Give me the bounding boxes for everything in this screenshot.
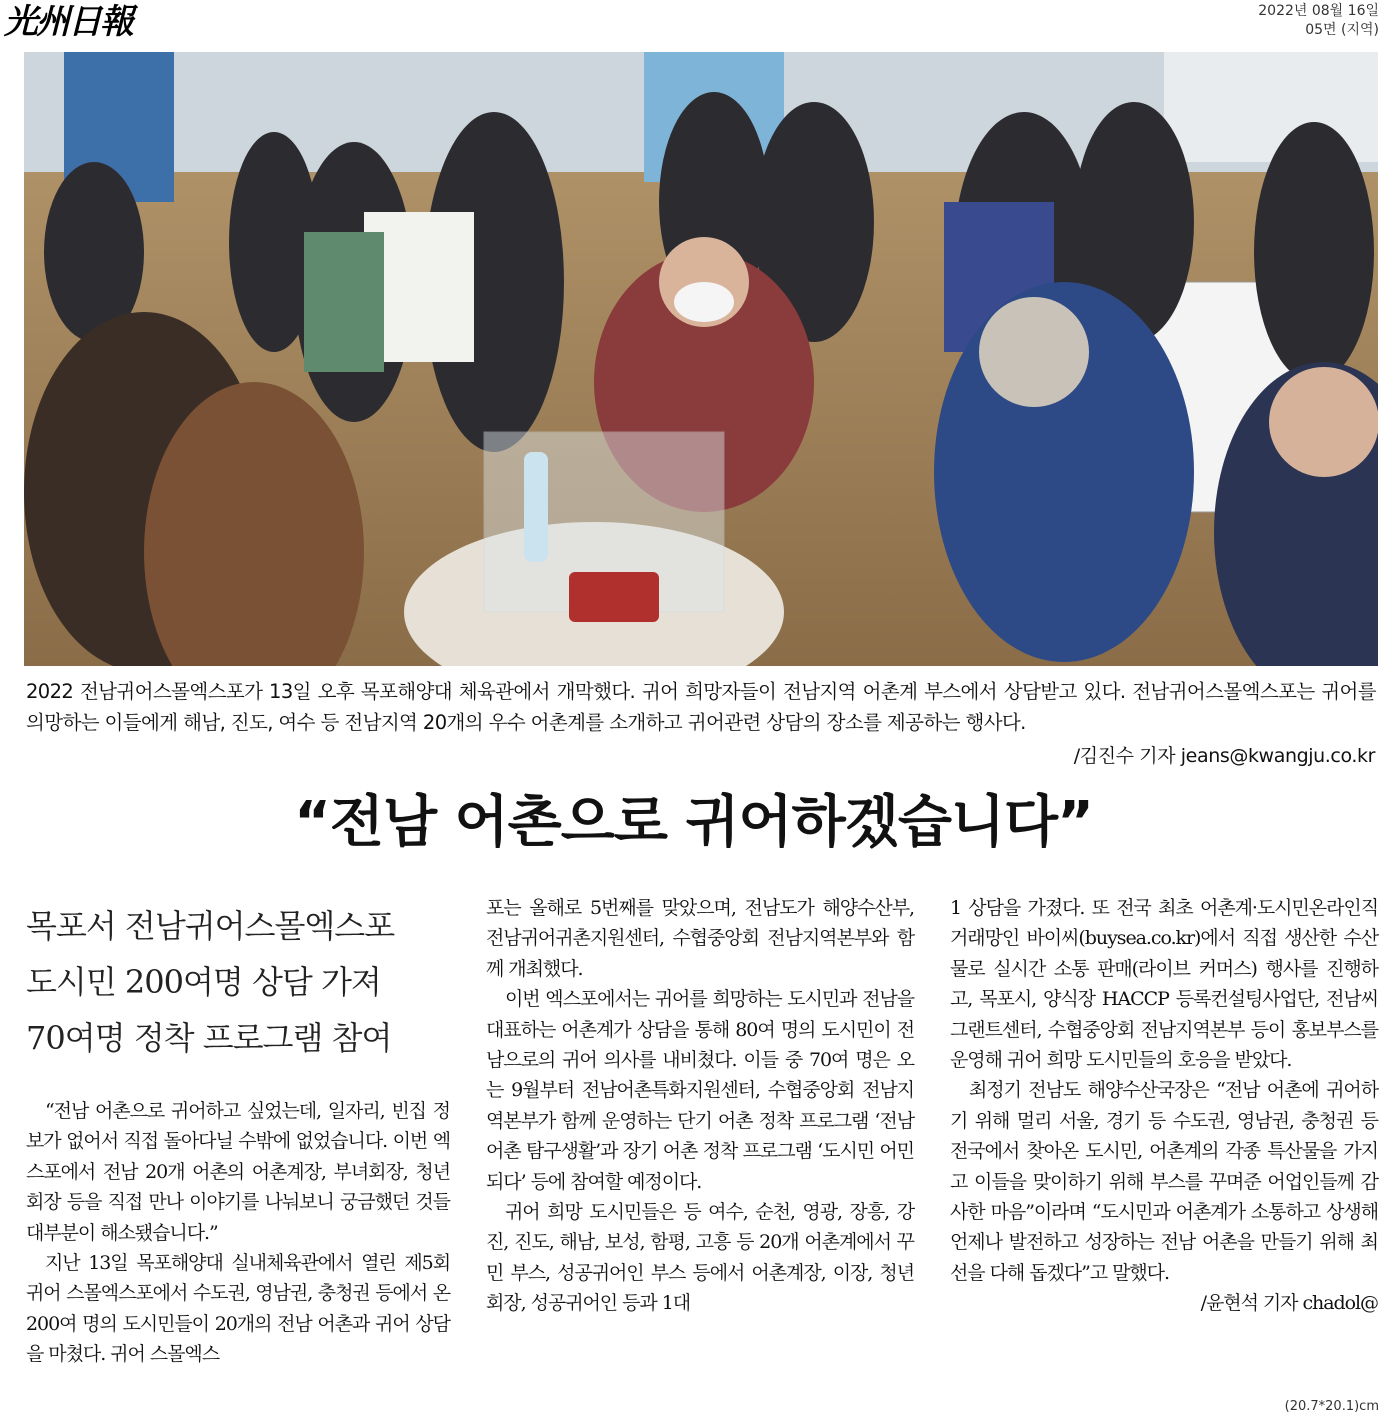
article-column-2	[486, 893, 914, 1319]
body-paragraph: 귀어 희망 도시민들은 등 여수, 순천, 영광, 장흥, 강진, 진도, 해남, 보성, 함평, 고흥 등 20개 어촌계에서 꾸민 부스, 성공귀어인 부스 등에서 어촌계장, 이장, 청년회장, 성공귀어인 등과 1대	[486, 1201, 914, 1315]
expo-consultation-photo	[24, 52, 1378, 666]
issue-page: 05면 (지역)	[1305, 22, 1379, 38]
photo-caption: 2022 전남귀어스몰엑스포가 13일 오후 목포해양대 체육관에서 개막했다. 귀어 희망자들이 전남지역 어촌계 부스에서 상담받고 있다. 전남귀어스몰엑스포는 귀어를 의망하는 이들에게 해남, 진도, 여수 등 전남지역 20개의 우수 어촌계를 소개하고 귀어관련 상담의 장소를 제공하는 행사다.	[26, 680, 1376, 734]
body-paragraph: 최정기 전남도 해양수산국장은 “전남 어촌에 귀어하기 위해 멀리 서울, 경기 등 수도권, 영남권, 충청권 등 전국에서 찾아온 도시민, 어촌계의 각종 특산물을 가지고 이들을 맞이하기 위해 부스를 꾸며준 어업인들께 감사한 마음”이라며 “도시민과 어촌계가 소통하고 상생해 언제나 발전하고 성장하는 전남 어촌을 만들기 위해 최선을 다해 돕겠다”고 말했다.	[950, 1079, 1378, 1284]
body-paragraph: “전남 어촌으로 귀어하고 싶었는데, 일자리, 빈집 정보가 없어서 직접 돌아다닐 수밖에 없었습니다. 이번 엑스포에서 전남 20개 어촌의 어촌계장, 부녀회장, 청년회장 등을 직접 만나 이야기를 나눠보니 궁금했던 것들 대부분이 해소됐습니다.”	[26, 1100, 450, 1244]
subhead-2: 도시민 200여명 상담 가져	[26, 963, 381, 1001]
body-paragraph: 이번 엑스포에서는 귀어를 희망하는 도시민과 전남을 대표하는 어촌계가 상담을 통해 80여 명의 도시민이 전남으로의 귀어 의사를 내비쳤다. 이들 중 70여 명은 오는 9월부터 전남어촌특화지원센터, 수협중앙회 전남지역본부가 함께 운영하는 단기 어촌 정착 프로그램 ‘전남 어촌 탐구생활’과 장기 어촌 정착 프로그램 ‘도시민 어민 되다’ 등에 참여할 예정이다.	[486, 988, 914, 1193]
body-paragraph: 포는 올해로 5번째를 맞았으며, 전남도가 해양수산부, 전남귀어귀촌지원센터, 수협중앙회 전남지역본부와 함께 개최했다.	[486, 897, 914, 980]
body-paragraph: 지난 13일 목포해양대 실내체육관에서 열린 제5회 귀어 스몰엑스포에서 수도권, 영남권, 충청권 등에서 온 200여 명의 도시민들이 20개의 전남 어촌과 귀어 상담을 마쳤다. 귀어 스몰엑스	[26, 1252, 450, 1366]
article-column-3	[950, 893, 1378, 1319]
issue-meta	[1258, 2, 1379, 40]
issue-date: 2022년 08월 16일	[1258, 3, 1379, 19]
newspaper-masthead: 光州日報	[4, 2, 132, 42]
photo-illustration	[24, 52, 1378, 666]
subhead-1: 목포서 전남귀어스몰엑스포	[26, 907, 395, 945]
article-column-1	[26, 898, 450, 1370]
article-subheads	[26, 898, 450, 1066]
article-size-note: (20.7*20.1)cm	[1284, 1399, 1379, 1414]
body-paragraph: 1 상담을 가졌다. 또 전국 최초 어촌계·도시민온라인직거래망인 바이씨(buysea.co.kr)에서 직접 생산한 수산물로 실시간 소통 판매(라이브 커머스) 행사를 진행하고, 목포시, 양식장 HACCP 등록컨설팅사업단, 전남씨그랜트센터, 수협중앙회 전남지역본부 등이 홍보부스를 운영해 귀어 희망 도시민들의 호응을 받았다.	[950, 897, 1378, 1072]
photo-credit: /김진수 기자 jeans@kwangju.co.kr	[1073, 745, 1375, 767]
article-byline: /윤현석 기자 chadol@	[1200, 1292, 1378, 1315]
article-headline: “전남 어촌으로 귀어하겠습니다”	[294, 790, 1093, 855]
subhead-3: 70여명 정착 프로그램 참여	[26, 1019, 392, 1057]
